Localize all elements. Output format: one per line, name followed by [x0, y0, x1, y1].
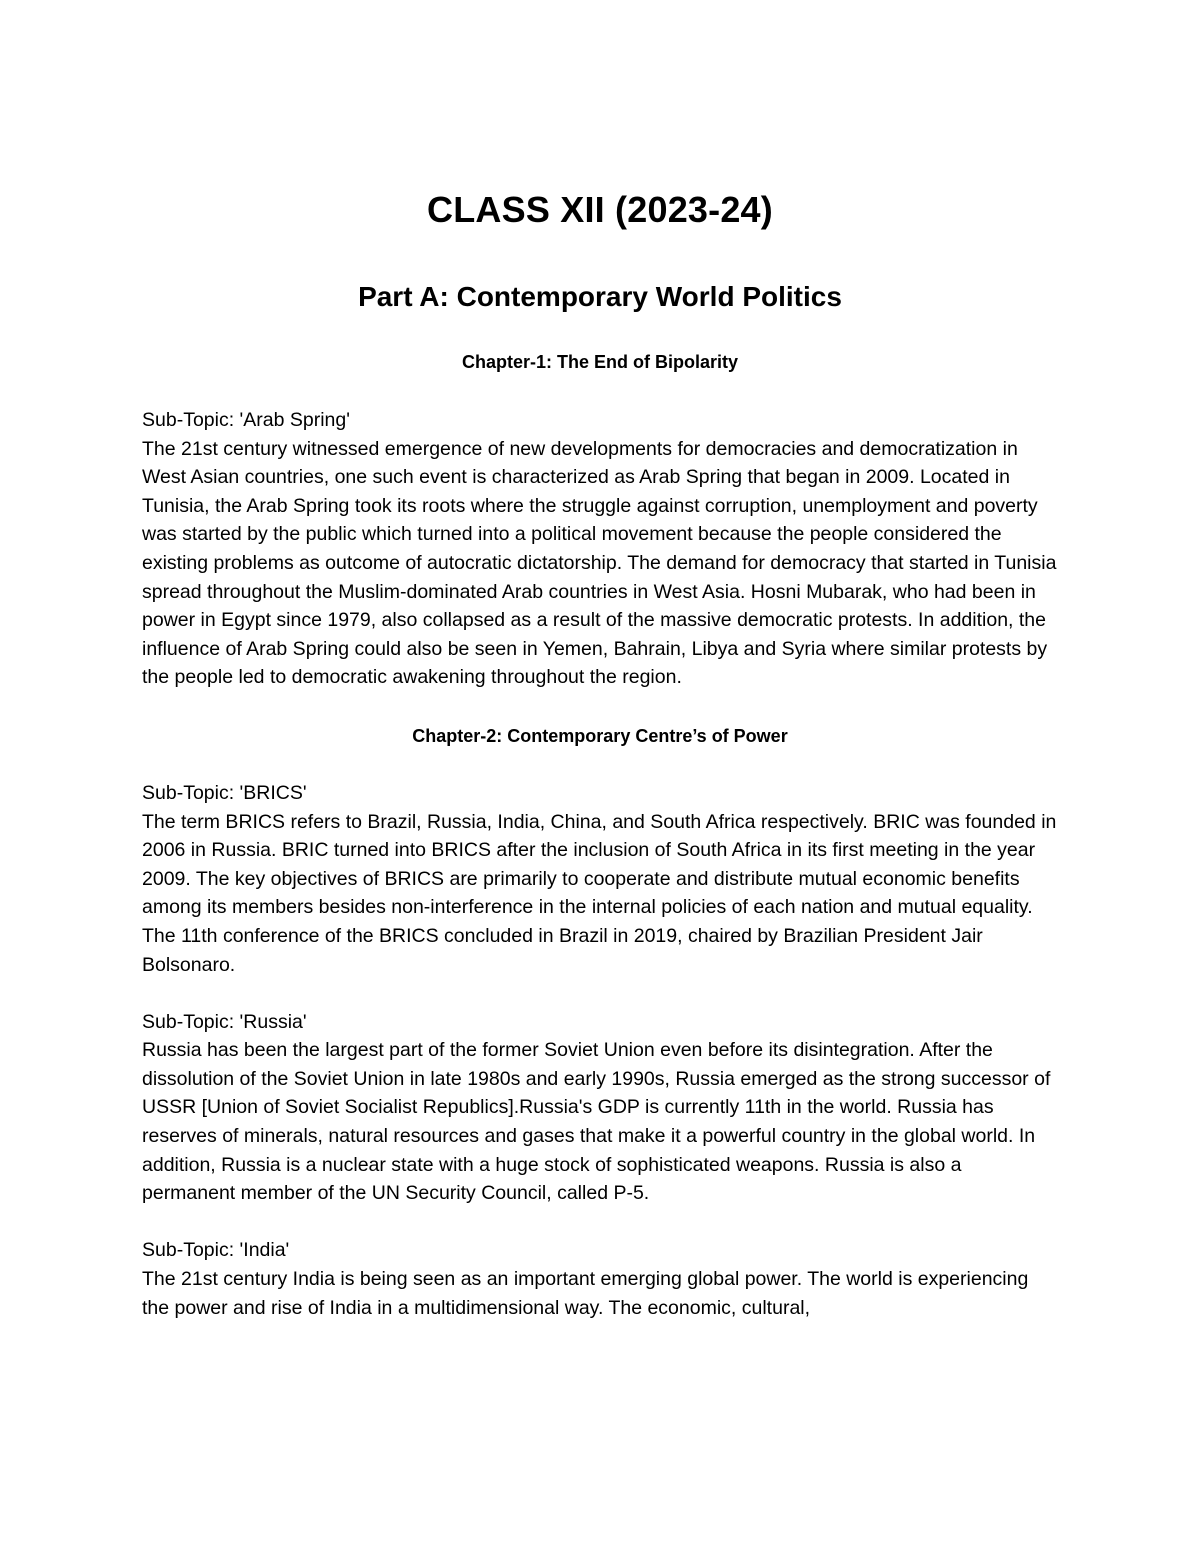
subtopic-india [142, 1236, 1058, 1322]
subtopic-arab-spring [142, 406, 1058, 692]
subtopic-label: Sub-Topic: 'Russia' [142, 1010, 307, 1033]
subtopic-paragraph: The term BRICS refers to Brazil, Russia, India, China, and South Africa respectively. BRIC was founded in 2006 in Russia. BRIC turned into BRICS after the inclusion of South Africa in its first meeting in the year 2009. The key objectives of BRICS are primarily to cooperate and distribute mutual economic benefits among its members besides non-interference in the internal policies of each nation and mutual equality. The 11th conference of the BRICS concluded in Brazil in 2019, chaired by Brazilian President Jair Bolsonaro. [142, 810, 1057, 976]
chapter-2-heading: Chapter-2: Contemporary Centre’s of Power [412, 725, 788, 746]
chapter-1-heading: Chapter-1: The End of Bipolarity [461, 352, 738, 372]
subtopic-label: Sub-Topic: 'BRICS' [142, 781, 307, 804]
subtopic-russia [142, 1008, 1058, 1208]
document-title: CLASS XII (2023-24) [427, 189, 773, 230]
subtopic-label: Sub-Topic: 'India' [142, 1239, 290, 1262]
part-title: Part A: Contemporary World Politics [358, 281, 842, 312]
subtopic-paragraph: The 21st century India is being seen as an important emerging global power. The world is experiencing the power and rise of India in a multidimensional way. The economic, cultural, [142, 1268, 1029, 1319]
subtopic-paragraph: Russia has been the largest part of the former Soviet Union even before its disintegration. After the dissolution of the Soviet Union in late 1980s and early 1990s, Russia emerged as the strong successor of USSR [Union of Soviet Socialist Republics].Russia's GDP is currently 11th in the world. Russia has reserves of minerals, natural resources and gases that make it a powerful country in the global world. In addition, Russia is a nuclear state with a huge stock of sophisticated weapons. Russia is also a permanent member of the UN Security Council, called P-5. [142, 1039, 1051, 1205]
document-content [142, 188, 1058, 1322]
subtopic-label: Sub-Topic: 'Arab Spring' [142, 409, 350, 431]
subtopic-paragraph: The 21st century witnessed emergence of new developments for democracies and democratization in West Asian countries, one such event is characterized as Arab Spring that began in 2009. Located in Tunisia, the Arab Spring took its roots where the struggle against corruption, unemployment and poverty was started by the public which turned into a political movement because the people considered the existing problems as outcome of autocratic dictatorship. The demand for democracy that started in Tunisia spread throughout the Muslim-dominated Arab countries in West Asia. Hosni Mubarak, who had been in power in Egypt since 1979, also collapsed as a result of the massive democratic protests. In addition, the influence of Arab Spring could also be seen in Yemen, Bahrain, Libya and Syria where similar protests by the people led to democratic awakening throughout the region. [142, 437, 1057, 689]
subtopic-brics [142, 779, 1058, 979]
